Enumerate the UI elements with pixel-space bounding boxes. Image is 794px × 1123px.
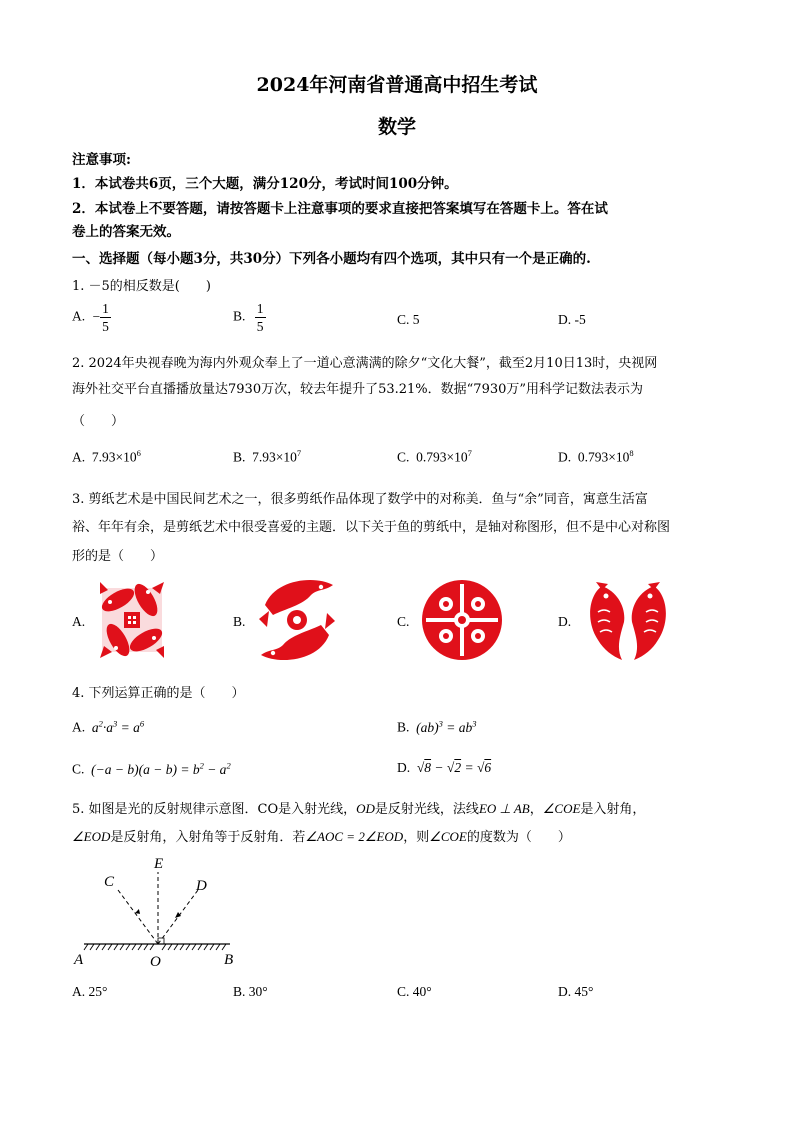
- label-c: C: [104, 874, 115, 890]
- q5-line-1: [72, 798, 645, 817]
- q5-line-2-part-a: 是反射角，入射角等于反射角．若: [110, 830, 306, 845]
- q1-a-sign: −: [92, 308, 101, 324]
- q2-b-base: 7.93×10: [252, 449, 297, 465]
- q1-option-d: D. -5: [558, 312, 586, 327]
- q2-c-label: C.: [397, 449, 410, 465]
- q1-b-fraction: [255, 302, 266, 333]
- q4-option-c: [72, 760, 231, 778]
- q2-b-label: B.: [233, 449, 246, 465]
- q1-option-c: C. 5: [397, 312, 420, 327]
- q4-b-expression: $(ab)^3 = ab^3$: [416, 718, 477, 735]
- q5-condition: ∠AOC = 2∠EOD: [305, 829, 404, 844]
- notes-item-2-line-2: 卷上的答案无效。: [72, 224, 180, 240]
- q4-stem: 4. 下列运算正确的是（ ）: [72, 686, 245, 701]
- q4-option-b: [397, 718, 477, 736]
- q3-line-3: 形的是（ ）: [72, 549, 164, 564]
- reflection-diagram: [72, 852, 242, 974]
- incident-ray-co: [118, 890, 158, 944]
- q2-option-b: [233, 448, 301, 466]
- notes-item-1: 1．本试卷共6页，三个大题，满分120分，考试时间100分钟。: [72, 176, 458, 192]
- section-1-heading: 一、选择题（每小题3分，共30分）下列各小题均有四个选项，其中只有一个是正确的.: [72, 251, 591, 267]
- q4-c-label: C.: [72, 761, 85, 777]
- q3-c-label: C.: [397, 614, 410, 629]
- q1-option-b: [233, 302, 266, 333]
- q5-option-c: C. 40°: [397, 984, 432, 999]
- mirror-hatching: [84, 944, 226, 950]
- q5-od: OD: [356, 801, 375, 816]
- paper-cut-two-fish-swirl-image: [255, 575, 339, 665]
- q2-c-base: 0.793×10: [416, 449, 468, 465]
- q3-a-label: A.: [72, 614, 86, 629]
- q2-d-base: 0.793×10: [577, 449, 630, 465]
- exam-title: 2024年河南省普通高中招生考试: [256, 74, 538, 96]
- label-d: D: [196, 878, 207, 894]
- q2-line-1: 2. 2024年央视春晚为海内外观众奉上了一道心意满满的除夕“文化大餐”，截至2月10日13时，央视网: [72, 356, 658, 371]
- q5-line-2: [72, 826, 571, 845]
- q1-a-label: A.: [72, 308, 86, 324]
- q4-d-expression: √8 − √2 = √6: [416, 760, 492, 775]
- q5-eo-perp-ab: EO ⊥ AB: [478, 801, 530, 816]
- paper-cut-four-fish-image: [96, 578, 168, 662]
- q3-b-label: B.: [233, 614, 246, 629]
- q5-option-a: A. 25°: [72, 984, 108, 999]
- q1-stem: 1. －5的相反数是( ): [72, 279, 211, 294]
- label-e: E: [154, 856, 164, 872]
- q5-angle-eod: ∠EOD: [72, 829, 111, 844]
- q4-option-d: [397, 760, 491, 776]
- q2-option-a: [72, 448, 141, 466]
- q2-a-base: 7.93×10: [91, 449, 137, 465]
- q5-angle-coe: ∠COE: [542, 801, 581, 816]
- q2-a-label: A.: [72, 449, 86, 465]
- notes-item-2-line-1: 2．本试卷上不要答题，请按答题卡上注意事项的要求直接把答案填写在答题卡上。答在试: [72, 201, 608, 217]
- subject-title: 数学: [377, 116, 416, 138]
- q5-line-1-part-b: 是反射光线，法线: [374, 802, 479, 817]
- q4-c-expression: $(-a - b)(a - b) = b^2 - a^2$: [91, 760, 231, 777]
- q2-line-3: （ ）: [72, 414, 125, 429]
- q5-angle-coe-2: ∠COE: [429, 829, 467, 844]
- q4-d-label: D.: [397, 760, 411, 775]
- q4-a-expression: $a^2\cdot a^3 = a^6$: [91, 718, 145, 735]
- q2-c-exponent: 7: [467, 448, 472, 458]
- q4-a-label: A.: [72, 719, 86, 735]
- q2-line-2: 海外社交平台直播播放量达7930万次，较去年提升了53.21%．数据“7930万”用科学记数法表示为: [72, 382, 644, 397]
- q1-a-denominator: 5: [102, 318, 109, 334]
- q2-a-exponent: 6: [136, 448, 141, 458]
- q5-option-d: D. 45°: [558, 984, 594, 999]
- q2-option-c: [397, 448, 472, 466]
- q4-b-label: B.: [397, 719, 410, 735]
- q2-b-exponent: 7: [296, 448, 302, 458]
- q5-line-2-part-b: ，则: [403, 830, 430, 845]
- q5-line-2-part-c: 的度数为（ ）: [466, 830, 571, 845]
- notes-heading: 注意事项:: [72, 152, 131, 168]
- q1-b-label: B.: [233, 308, 246, 324]
- q1-a-fraction: [100, 302, 111, 333]
- q5-line-1-part-a: 5. 如图是光的反射规律示意图．CO是入射光线，: [72, 802, 357, 817]
- q3-line-2: 裕、年年有余，是剪纸艺术中很受喜爱的主题．以下关于鱼的剪纸中，是轴对称图形，但不是中心对称图: [72, 520, 671, 535]
- label-a: A: [74, 952, 84, 968]
- label-b: B: [224, 952, 234, 968]
- paper-cut-twin-carp-image: [582, 578, 674, 664]
- q2-d-exponent: 8: [629, 448, 634, 458]
- q2-d-label: D.: [558, 449, 572, 465]
- q1-b-denominator: 5: [256, 318, 264, 334]
- q2-option-d: [558, 448, 634, 466]
- q3-d-label: D.: [558, 614, 572, 629]
- reflected-arrow-icon: [175, 912, 181, 918]
- q5-option-b: B. 30°: [233, 984, 268, 999]
- q1-a-numerator: 1: [102, 301, 109, 316]
- q4-option-a: [72, 718, 144, 736]
- q3-line-1: 3. 剪纸艺术是中国民间艺术之一，很多剪纸作品体现了数学中的对称美．鱼与“余”同音，寓意生活富: [72, 492, 648, 507]
- q1-b-numerator: 1: [256, 301, 264, 316]
- q5-line-1-part-d: 是入射角，: [580, 802, 646, 817]
- q5-line-1-part-c: ，: [529, 802, 543, 817]
- label-o: O: [150, 954, 161, 970]
- q1-option-a: [72, 302, 111, 333]
- paper-cut-fish-flower-image: [418, 576, 506, 664]
